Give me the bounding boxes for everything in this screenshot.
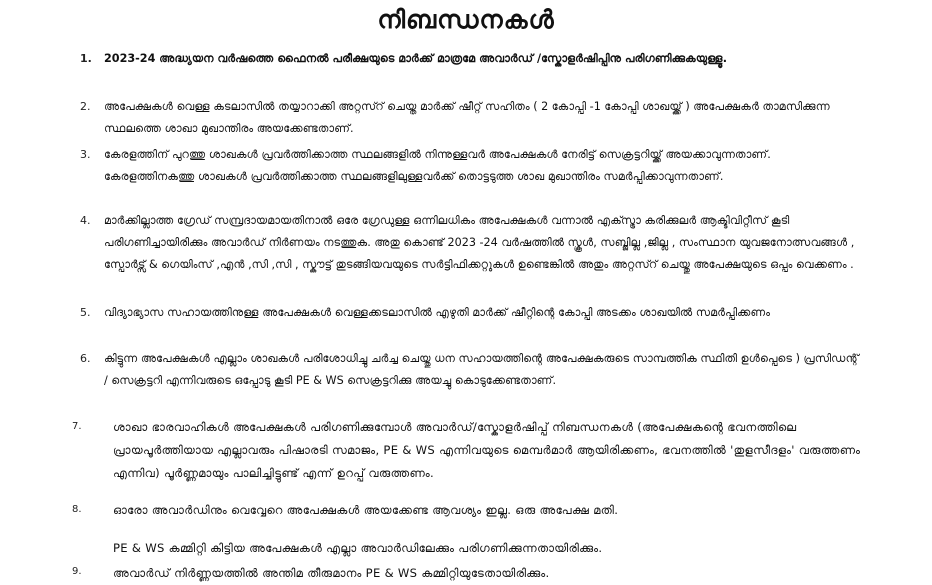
rule-text: ഓരോ അവാർഡിനും വെവ്വേറെ അപേക്ഷകൾ അയക്കേണ്ട ആവശ്യം ഇല്ല. ഒരു അപേക്ഷ മതി. — [113, 503, 619, 517]
rule-number: 2. — [80, 100, 91, 113]
rule-text: മാർക്കില്ലാത്ത ഗ്രേഡ് സമ്പ്രദായമായതിനാൽ ഒരേ ഗ്രേഡുള്ള ഒന്നിലധികം അപേക്ഷകൾ വന്നാൽ എക്സ്ട്രാ കരിക്കുലർ ആക്ടിവിറ്റീസ് കൂടി പരിഗണിച്ചായിരിക്കും അവാർഡ് നിർണയം നടത്തുക. അതു കൊണ്ട് 2023 -24 വർഷത്തിൽ സ്കൂൾ, സബ്ജില്ല ,ജില്ല , സംസ്ഥാന യുവജനോത്സവങ്ങൾ , സ്പോർട്സ് & ഗെയിംസ് ,എൻ ,സി ,സി , സ്കൗട്ട് തുടങ്ങിയവയുടെ സർട്ടിഫിക്കറ്റുകൾ ഉണ്ടെങ്കിൽ അതും അറ്റസ്റ് ചെയ്തു അപേക്ഷയുടെ ഒപ്പം വെക്കണം . — [104, 214, 855, 271]
rule-note-text: PE & WS കമ്മിറ്റി കിട്ടിയ അപേക്ഷകൾ എല്ലാ അവാർഡിലേക്കും പരിഗണിക്കുന്നതായിരിക്കും. — [113, 541, 603, 555]
rule-text: കിട്ടുന്ന അപേക്ഷകൾ എല്ലാം ശാഖകൾ പരിശോധിച്ചു ചർച്ച ചെയ്തു ധന സഹായത്തിന്റെ അപേക്ഷകരുടെ സാമ്പത്തിക സ്ഥിതി ഉൾപ്പെടെ ) പ്രസിഡന്റ് / സെക്രട്ടറി എന്നിവരുടെ ഒപ്പോടു കൂടി PE & WS സെക്രട്ടറിക്കു അയച്ചു കൊടുക്കേണ്ടതാണ്. — [104, 352, 859, 387]
rule-text: അപേക്ഷകൾ വെള്ള കടലാസിൽ തയ്യാറാക്കി അറ്റസ്റ് ചെയ്ത മാർക്ക് ഷീറ്റ് സഹിതം ( 2 കോപ്പി -1 കോപ്പി ശാഖയ്ക്ക് ) അപേക്ഷകർ താമസിക്കുന്ന സ്ഥലത്തെ ശാഖാ മുഖാന്തിരം അയക്കേണ്ടതാണ്. — [104, 100, 830, 135]
rule-number: 1. — [80, 52, 92, 65]
rule-text: ശാഖാ ഭാരവാഹികൾ അപേക്ഷകൾ പരിഗണിക്കുമ്പോൾ അവാർഡ്/സ്കോളർഷിപ്പ് നിബന്ധനകൾ (അപേക്ഷകന്റെ ഭവനത്തിലെ പ്രായപൂർത്തിയായ എല്ലാവരും പിഷാരടി സമാജം, PE & WS എന്നിവയുടെ മെമ്പർമാർ ആയിരിക്കണം, ഭവനത്തിൽ 'തുളസീദളം' വരുത്തണം എന്നിവ) പൂർണ്ണമായും പാലിച്ചിട്ടുണ്ട് എന്ന് ഉറപ്പ് വരുത്തണം. — [113, 420, 861, 480]
rule-number: 4. — [80, 214, 91, 227]
rule-text: വിദ്യാഭ്യാസ സഹായത്തിനുള്ള അപേക്ഷകൾ വെള്ളക്കടലാസിൽ എഴുതി മാർക്ക് ഷീറ്റിന്റെ കോപ്പി അടക്കം ശാഖയിൽ സമർപ്പിക്കണം — [104, 306, 771, 319]
rule-number: 9. — [72, 566, 82, 577]
rule-number: 7. — [72, 421, 82, 432]
rule-number: 5. — [80, 306, 91, 319]
page-title: നിബന്ധനകൾ — [377, 5, 555, 34]
rule-text: അവാർഡ് നിർണ്ണയത്തിൽ അന്തിമ തീരുമാനം PE & WS കമ്മിറ്റിയുടേതായിരിക്കും. — [113, 566, 550, 580]
rule-number: 6. — [80, 352, 91, 365]
rule-number: 3. — [80, 148, 91, 161]
rule-text: 2023-24 അദ്ധ്യയന വർഷത്തെ ഫൈനൽ പരീക്ഷയുടെ മാർക്ക് മാത്രമേ അവാർഡ് /സ്കോളർഷിപ്പിനു പരിഗണിക്കുകയുള്ളൂ. — [104, 52, 727, 65]
rule-number: 8. — [72, 504, 82, 515]
rule-text: കേരളത്തിന് പുറത്തു ശാഖകൾ പ്രവർത്തിക്കാത്ത സ്ഥലങ്ങളിൽ നിന്നുള്ളവർ അപേക്ഷകൾ നേരിട്ട് സെക്രട്ടറിയ്ക്ക് അയക്കാവുന്നതാണ്. കേരളത്തിനകത്തു ശാഖകൾ പ്രവർത്തിക്കാത്ത സ്ഥലങ്ങളിലുള്ളവർക്ക് തൊട്ടടുത്ത ശാഖ മുഖാന്തിരം സമർപ്പിക്കാവുന്നതാണ്. — [104, 148, 771, 183]
